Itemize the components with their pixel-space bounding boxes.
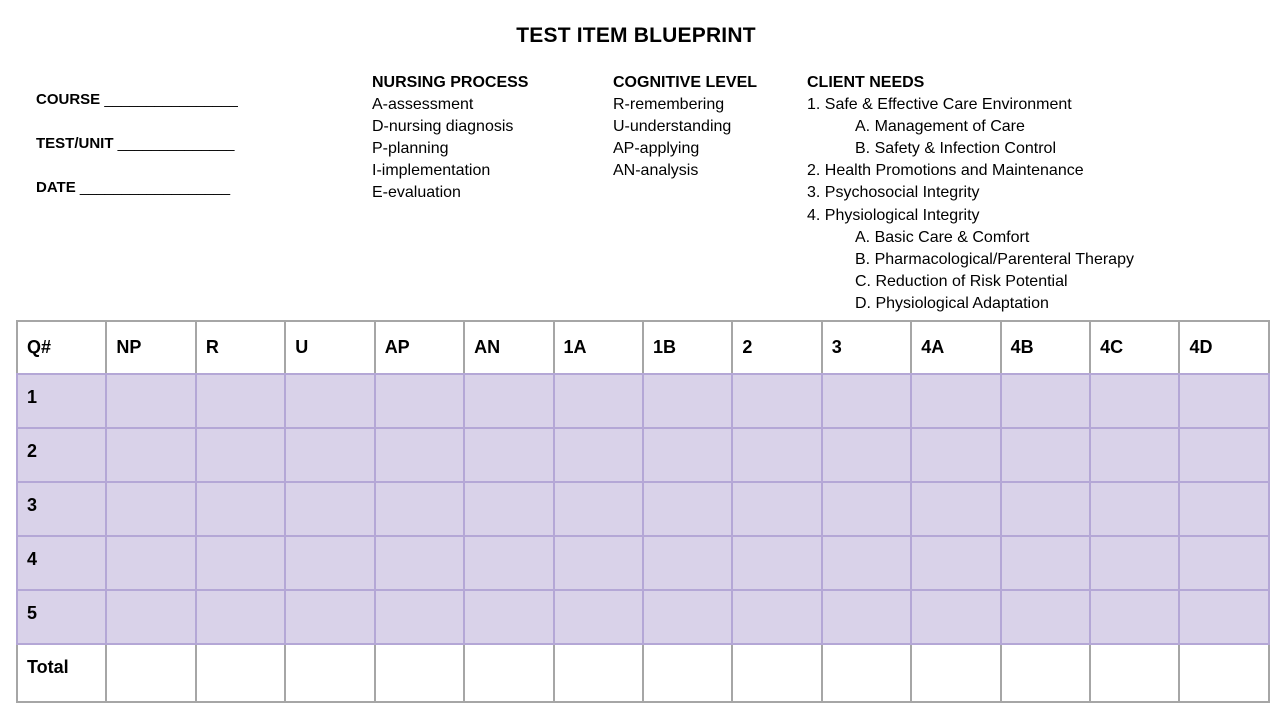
- table-cell[interactable]: [732, 536, 821, 590]
- table-cell[interactable]: [375, 536, 464, 590]
- table-cell[interactable]: [911, 536, 1000, 590]
- table-cell[interactable]: [554, 536, 643, 590]
- table-cell[interactable]: [643, 428, 732, 482]
- total-cell[interactable]: [285, 644, 374, 702]
- table-cell[interactable]: [732, 482, 821, 536]
- table-cell[interactable]: [822, 374, 911, 428]
- column-header: 4B: [1001, 321, 1090, 374]
- total-cell[interactable]: [375, 644, 464, 702]
- table-cell[interactable]: [822, 536, 911, 590]
- table-row: [17, 536, 1269, 590]
- table-cell[interactable]: [732, 590, 821, 644]
- table-header-row: [17, 321, 1269, 374]
- question-number: 3: [17, 482, 106, 536]
- total-cell[interactable]: [196, 644, 285, 702]
- table-cell[interactable]: [464, 536, 553, 590]
- legend-subitem: B. Pharmacological/Parenteral Therapy: [855, 250, 1134, 268]
- table-cell[interactable]: [285, 374, 374, 428]
- legend-item: E-evaluation: [372, 184, 461, 202]
- course-field[interactable]: [36, 91, 238, 135]
- legend-item: 4. Physiological Integrity: [807, 206, 980, 224]
- legend-item: R-remembering: [613, 96, 725, 114]
- legend-subitem: D. Physiological Adaptation: [855, 294, 1049, 312]
- table-cell[interactable]: [285, 536, 374, 590]
- table-row: [17, 590, 1269, 644]
- table-cell[interactable]: [822, 428, 911, 482]
- cognitive-level-legend: [613, 72, 757, 182]
- table-cell[interactable]: [822, 482, 911, 536]
- legend-subitem: A. Management of Care: [855, 118, 1025, 136]
- legend-item: AN-analysis: [613, 162, 699, 180]
- question-number: 5: [17, 590, 106, 644]
- nursing-process-legend: [372, 72, 528, 205]
- page-title: TEST ITEM BLUEPRINT: [516, 24, 756, 47]
- table-cell[interactable]: [1090, 374, 1179, 428]
- total-label: Total: [17, 644, 106, 702]
- column-header: U: [285, 321, 374, 374]
- total-cell[interactable]: [822, 644, 911, 702]
- question-number: 4: [17, 536, 106, 590]
- column-header: 1A: [554, 321, 643, 374]
- legend-item: A-assessment: [372, 96, 474, 114]
- table-cell[interactable]: [911, 482, 1000, 536]
- table-cell[interactable]: [911, 374, 1000, 428]
- question-number: 1: [17, 374, 106, 428]
- table-cell[interactable]: [196, 590, 285, 644]
- table-cell[interactable]: [196, 374, 285, 428]
- table-cell[interactable]: [1090, 482, 1179, 536]
- table-row: [17, 374, 1269, 428]
- table-cell[interactable]: [1179, 374, 1269, 428]
- total-cell[interactable]: [554, 644, 643, 702]
- column-header: 4D: [1179, 321, 1269, 374]
- nursing-process-heading: NURSING PROCESS: [372, 74, 529, 91]
- table-cell[interactable]: [375, 482, 464, 536]
- table-cell[interactable]: [554, 428, 643, 482]
- header-fields: [36, 91, 238, 223]
- table-cell[interactable]: [464, 374, 553, 428]
- table-cell[interactable]: [1001, 536, 1090, 590]
- table-cell[interactable]: [1090, 590, 1179, 644]
- total-cell[interactable]: [1090, 644, 1179, 702]
- legend-item: U-understanding: [613, 118, 732, 136]
- table-cell[interactable]: [106, 374, 195, 428]
- total-cell[interactable]: [1179, 644, 1269, 702]
- table-cell[interactable]: [1001, 428, 1090, 482]
- table-cell[interactable]: [911, 590, 1000, 644]
- table-cell[interactable]: [643, 590, 732, 644]
- total-row: [17, 644, 1269, 702]
- table-cell[interactable]: [464, 428, 553, 482]
- table-cell[interactable]: [375, 428, 464, 482]
- legend-item: I-implementation: [372, 162, 491, 180]
- table-cell[interactable]: [464, 590, 553, 644]
- column-header: NP: [106, 321, 195, 374]
- table-row: [17, 428, 1269, 482]
- legend-item: D-nursing diagnosis: [372, 118, 514, 136]
- total-cell[interactable]: [464, 644, 553, 702]
- column-header: AP: [375, 321, 464, 374]
- table-cell[interactable]: [106, 428, 195, 482]
- column-header: 4C: [1090, 321, 1179, 374]
- table-cell[interactable]: [554, 590, 643, 644]
- column-header: 2: [732, 321, 821, 374]
- column-header: 4A: [911, 321, 1000, 374]
- test-unit-blank[interactable]: ______________: [113, 135, 235, 152]
- course-label: COURSE: [36, 91, 101, 108]
- table-cell[interactable]: [732, 374, 821, 428]
- legend-item: 2. Health Promotions and Maintenance: [807, 162, 1084, 180]
- total-cell[interactable]: [1001, 644, 1090, 702]
- course-blank[interactable]: ________________: [100, 91, 238, 108]
- client-needs-legend: [807, 72, 1134, 315]
- table-cell[interactable]: [1179, 482, 1269, 536]
- table-cell[interactable]: [1179, 536, 1269, 590]
- table-cell[interactable]: [106, 536, 195, 590]
- column-header: R: [196, 321, 285, 374]
- date-blank[interactable]: __________________: [75, 179, 231, 196]
- table-cell[interactable]: [643, 482, 732, 536]
- table-cell[interactable]: [106, 590, 195, 644]
- legend-subitem: C. Reduction of Risk Potential: [855, 272, 1068, 290]
- total-cell[interactable]: [643, 644, 732, 702]
- table-cell[interactable]: [285, 590, 374, 644]
- table-cell[interactable]: [106, 482, 195, 536]
- date-field[interactable]: [36, 179, 238, 223]
- table-cell[interactable]: [911, 428, 1000, 482]
- table-cell[interactable]: [554, 374, 643, 428]
- column-header: 3: [822, 321, 911, 374]
- table-cell[interactable]: [1179, 428, 1269, 482]
- table-row: [17, 482, 1269, 536]
- legend-item: 3. Psychosocial Integrity: [807, 184, 980, 202]
- legend-subitem: A. Basic Care & Comfort: [855, 228, 1030, 246]
- column-header: AN: [464, 321, 553, 374]
- table-cell[interactable]: [1001, 374, 1090, 428]
- column-header: 1B: [643, 321, 732, 374]
- total-cell[interactable]: [732, 644, 821, 702]
- legend-item: AP-applying: [613, 140, 700, 158]
- legend-item: P-planning: [372, 140, 449, 158]
- question-number: 2: [17, 428, 106, 482]
- table-cell[interactable]: [1001, 482, 1090, 536]
- table-cell[interactable]: [1090, 536, 1179, 590]
- table-cell[interactable]: [196, 482, 285, 536]
- table-cell[interactable]: [554, 482, 643, 536]
- total-cell[interactable]: [106, 644, 195, 702]
- date-label: DATE: [36, 179, 76, 196]
- cognitive-level-heading: COGNITIVE LEVEL: [613, 74, 758, 91]
- table-cell[interactable]: [285, 482, 374, 536]
- column-header: Q#: [17, 321, 106, 374]
- table-cell[interactable]: [196, 428, 285, 482]
- table-cell[interactable]: [375, 374, 464, 428]
- table-cell[interactable]: [1090, 428, 1179, 482]
- test-unit-field[interactable]: [36, 135, 238, 179]
- table-cell[interactable]: [464, 482, 553, 536]
- total-cell[interactable]: [911, 644, 1000, 702]
- table-cell[interactable]: [643, 374, 732, 428]
- client-needs-heading: CLIENT NEEDS: [807, 74, 925, 91]
- blueprint-table: [16, 320, 1270, 703]
- table-cell[interactable]: [822, 590, 911, 644]
- test-unit-label: TEST/UNIT: [36, 135, 114, 152]
- table-cell[interactable]: [1001, 590, 1090, 644]
- legend-subitem: B. Safety & Infection Control: [855, 140, 1056, 158]
- table-cell[interactable]: [643, 536, 732, 590]
- table-cell[interactable]: [1179, 590, 1269, 644]
- table-cell[interactable]: [196, 536, 285, 590]
- table-cell[interactable]: [375, 590, 464, 644]
- table-cell[interactable]: [285, 428, 374, 482]
- legend-item: 1. Safe & Effective Care Environment: [807, 96, 1072, 114]
- table-cell[interactable]: [732, 428, 821, 482]
